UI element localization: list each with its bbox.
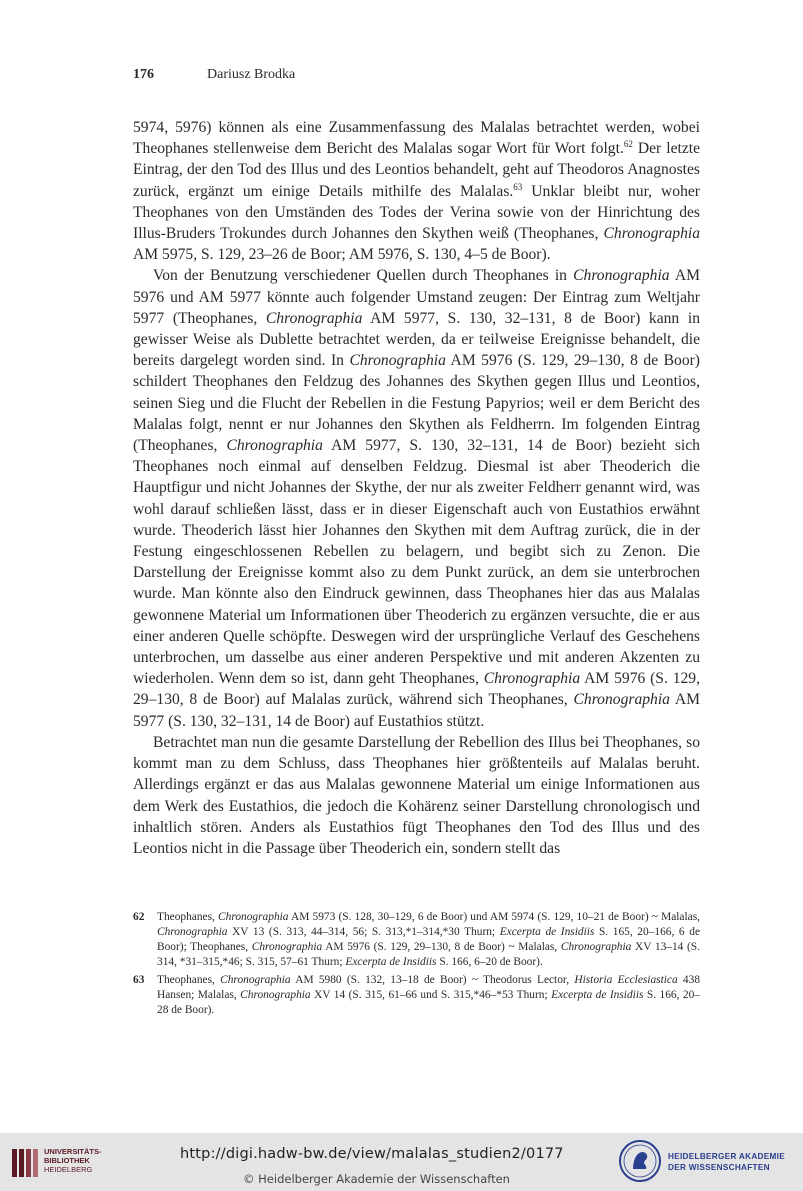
italic-title: Chronographia (226, 437, 323, 455)
text-run: AM 5976 (S. 129, 29–130, 8 de Boor) ~ Malalas, (322, 941, 561, 953)
viewer-footer (0, 1133, 803, 1191)
ub-logo-line2: BIBLIOTHEK (44, 1156, 90, 1165)
footnote-ref[interactable]: 62 (623, 139, 633, 150)
footnote-number: 63 (133, 974, 145, 986)
text-run: AM 5977, S. 130, 32–131, 14 de Boor) bezieht sich Theophanes noch einmal auf denselben Feldzug. Diesmal ist aber Theoderich die Hauptfigur und nicht Johannes der Skythe, der nur als zweiter Feldherr genannt wird, was wohl darauf schließen lässt, dass er in dieser Eigenschaft auch von Eustathios erwähnt wurde. Theoderich lässt hier Johannes den Skythen mit dem Auftrag zurück, die in der Festung eingeschlossenen Rebellen zu belagern, und begibt sich zu Zenon. Die Darstellung der Ereignisse kommt also zu dem Punkt zurück, an dem sie unterbrochen wurde. Man könnte also den Eindruck gewinnen, dass Theophanes hier das aus Malalas gewonnene Material um Informationen über Theoderich zu ergänzen versuchte, die er aus einer anderen Quelle schöpfte. Deswegen wird der ursprüngliche Verlauf des Geschehens unterbrochen, um dasselbe aus einer anderen Perspektive und mit anderen Akzenten zu wiederholen. Wenn dem so ist, dann geht Theophanes, (133, 437, 700, 688)
italic-title: Chronographia (157, 926, 228, 938)
running-head-author: Dariusz Brodka (207, 67, 296, 82)
text-run: Der letzte Eintrag, der den Tod des Illus und des Leontios behandelt, geht auf Theodoros Anagnostes zurück, ergänzt um einige Details mithilfe des Malalas. (133, 140, 700, 200)
ub-logo-line3: HEIDELBERG (44, 1165, 93, 1174)
text-run: 5974, 5976) können als eine Zusammenfassung des Malalas betrachtet werden, wobei Theophanes stellenweise dem Bericht des Malalas sogar Wort für Wort folgt. (133, 119, 700, 158)
text-run: Theophanes, (157, 974, 221, 986)
text-run: 438 Hansen; Malalas, (157, 974, 701, 1001)
italic-title: Excerpta de Insidiis (499, 926, 595, 938)
text-run: XV 13 (S. 313, 44–314, 56; S. 313,*1–314,*30 Thurn; (227, 926, 500, 938)
italic-title: Chronographia (573, 267, 670, 285)
academy-logo[interactable] (618, 1139, 800, 1185)
text-run: AM 5976 (S. 129, 29–130, 8 de Boor) auf Malalas zurück, während sich Theophanes, (133, 670, 700, 709)
permalink-url[interactable]: http://digi.hadw-bw.de/view/malalas_studien2/0177 (180, 1146, 564, 1162)
italic-title: Chronographia (603, 225, 700, 243)
text-run: Von der Benutzung verschiedener Quellen durch Theophanes in (153, 267, 574, 285)
text-run: Betrachtet man nun die gesamte Darstellung der Rebellion des Illus bei Theophanes, so kommt man zu dem Schluss, dass Theophanes hier größtenteils auf Malalas beruht. Allerdings ergänzt er das aus Malalas gewonnene Material um einige Informationen aus dem Werk des Eustathios, die jedoch die Kohärenz seiner Darstellung chronologisch und inhaltlich stören. Anders als Eustathios fügt Theophanes den Tod des Illus und des Leontios nicht in die Passage über Theoderich ein, sondern stellt das (133, 733, 700, 857)
text-run: S. 166, 20–28 de Boor). (157, 989, 700, 1016)
italic-title: Historia Ecclesiastica (574, 974, 678, 986)
paragraph (133, 117, 700, 265)
footnotes (133, 910, 700, 1021)
footnote (133, 973, 700, 1018)
text-run: AM 5975, S. 129, 23–26 de Boor; AM 5976, S. 130, 4–5 de Boor). (133, 246, 551, 264)
footnote (133, 910, 700, 970)
paragraph (133, 265, 700, 731)
italic-title: Excerpta de Insidiis (345, 956, 437, 968)
italic-title: Chronographia (349, 352, 446, 370)
academy-logo-line2: DER WISSENSCHAFTEN (668, 1163, 770, 1172)
italic-title: Chronographia (265, 309, 363, 327)
text-run: AM 5977, S. 130, 32–131, 8 de Boor) kann in gewisser Weise als Dublette betrachtet werden, da er teilweise Ereignisse behandelt, die bereits dargelegt worden sind. In (133, 309, 700, 370)
text-run: AM 5977 (S. 130, 32–131, 14 de Boor) auf Eustathios stützt. (133, 691, 700, 730)
footnote-number: 62 (133, 911, 145, 923)
university-library-logo[interactable] (10, 1143, 120, 1183)
footnote-ref[interactable]: 63 (513, 181, 523, 192)
footnote-text (157, 974, 700, 1016)
italic-title: Chronographia (483, 670, 581, 688)
text-run: AM 5976 (S. 129, 29–130, 8 de Boor) schildert Theophanes den Feldzug des Johannes des Skythen gegen Illus und Leontios, seinen Sieg und die Flucht der Rebellen in die Festung Papyrios; weil er dem Bericht des Malalas folgt, nennt er nur Johannes den Skythen als Feldherrn. Im folgenden Eintrag (Theophanes, (133, 352, 700, 455)
ub-logo-line1: UNIVERSITÄTS- (44, 1147, 102, 1156)
text-run: AM 5980 (S. 132, 13–18 de Boor) ~ Theodorus Lector, (290, 974, 575, 986)
academy-logo-line1: HEIDELBERGER AKADEMIE (668, 1152, 785, 1161)
italic-title: Chronographia (560, 941, 632, 953)
italic-title: Chronographia (220, 974, 291, 986)
text-run: XV 13–14 (S. 314, *31–315,*46; S. 315, 57–61 Thurn; (157, 941, 700, 968)
university-library-logo-icon (10, 1145, 40, 1181)
text-run: XV 14 (S. 315, 61–66 und S. 315,*46–*53 Thurn; (310, 989, 552, 1001)
text-run: AM 5976 und AM 5977 könnte auch folgender Umstand zeugen: Der Eintrag zum Weltjahr 5977 (Theophanes, (133, 267, 701, 327)
italic-title: Chronographia (240, 989, 311, 1001)
page-header (133, 67, 703, 83)
text-run: Unklar bleibt nur, woher Theophanes von den Umständen des Todes der Verina sowie von der Hinrichtung des Illus-Bruders Trokundes durch Johannes den Skythen weiß (Theophanes, (133, 182, 700, 243)
italic-title: Chronographia (573, 691, 670, 709)
text-run: Theophanes, (157, 911, 219, 923)
text-run: AM 5973 (S. 128, 30–129, 6 de Boor) und AM 5974 (S. 129, 10–21 de Boor) ~ Malalas, (288, 911, 700, 923)
academy-seal-icon (618, 1139, 662, 1183)
text-run: S. 166, 6–20 de Boor). (436, 956, 543, 968)
copyright-notice: © Heidelberger Akademie der Wissenschaften (243, 1172, 510, 1186)
italic-title: Chronographia (251, 941, 323, 953)
italic-title: Chronographia (218, 911, 289, 923)
footnote-text (157, 911, 700, 968)
page-number: 176 (133, 67, 154, 82)
text-run: S. 165, 20–166, 6 de Boor); Theophanes, (157, 926, 700, 953)
paragraph (133, 732, 700, 859)
main-text (133, 117, 700, 859)
italic-title: Excerpta de Insidiis (551, 989, 644, 1001)
